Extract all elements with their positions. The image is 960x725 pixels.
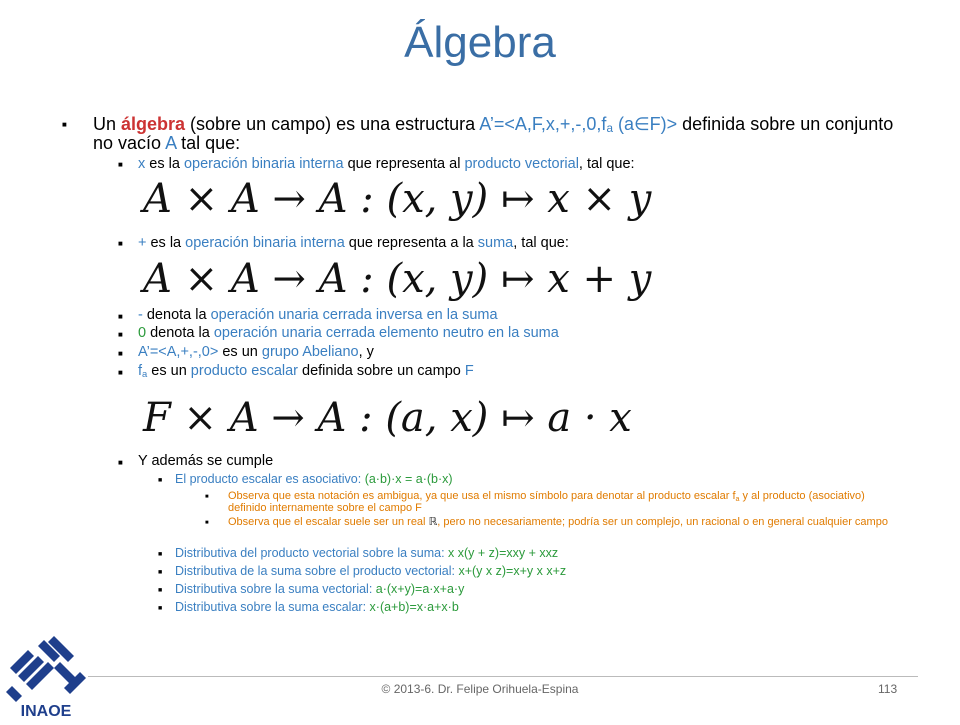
item-vector-product: x es la operación binaria interna que representa al producto vectorial, tal que: (138, 156, 635, 172)
item-associative: El producto escalar es asociativo: (a·b)·x = a·(b·x) (175, 472, 453, 486)
bullet-icon: ■ (158, 587, 163, 594)
intro-paragraph: Un álgebra (sobre un campo) es una estructura $A’=<A,F,x,+,-,0,f_a$ (a∈F)> definida sobre un conjunto no vacío A tal que: (93, 114, 894, 153)
item-distributive-4: Distributiva sobre la suma escalar: x·(a+b)=x·a+x·b (175, 600, 459, 614)
bullet-icon: ■ (118, 312, 123, 321)
page-number: 113 (878, 682, 898, 696)
note-scalar-field: Observa que el escalar suele ser un real ℝ, pero no necesariamente; podría ser un complejo, un racional o en general cualquier campo (228, 516, 888, 528)
item-distributive-3: Distributiva sobre la suma vectorial: a·(x+y)=a·x+a·y (175, 582, 465, 596)
item-distributive-2: Distributiva de la suma sobre el producto vectorial: x+(y x z)=x+y x x+z (175, 564, 567, 578)
bullet-icon: ■ (205, 520, 209, 526)
bullet-icon: ■ (118, 330, 123, 339)
bullet-icon: ■ (158, 569, 163, 576)
bullet-icon: ■ (118, 458, 123, 467)
bullet-icon: ■ (118, 239, 123, 248)
bullet-icon: ■ (158, 605, 163, 612)
item-scalar-product: $f_a$ es un producto escalar definida sobre un campo F (138, 363, 474, 379)
structure-def: $A’=<A,F,x,+,-,0,f_a$ (a∈F)> (479, 114, 678, 135)
item-abelian-group: A’=<A,+,-,0> es un grupo Abeliano, y (138, 344, 374, 360)
note-ambiguity: Observa que esta notación es ambigua, ya que usa el mismo símbolo para denotar al producto escalar $f_a$ y al producto (asociativo) definido internamente sobre el campo F (228, 490, 865, 514)
bullet-icon: ■ (118, 368, 123, 377)
formula-vector-product: A × A → A : (x, y) ↦ x × y (143, 176, 652, 222)
formula-scalar-product: F × A → A : (a, x) ↦ a · x (143, 395, 632, 441)
item-neutral: 0 denota la operación unaria cerrada elemento neutro en la suma (138, 325, 559, 341)
footer-copyright: © 2013-6. Dr. Felipe Orihuela-Espina (381, 682, 579, 696)
footer-divider (88, 676, 918, 677)
inaoe-logo-icon (4, 628, 88, 720)
formula-sum: A × A → A : (x, y) ↦ x + y (143, 256, 652, 302)
slide-title: Álgebra (404, 18, 556, 67)
svg-text:INAOE: INAOE (20, 703, 72, 720)
inaoe-logo (4, 628, 88, 720)
item-also: Y además se cumple (138, 453, 274, 469)
item-inverse: - denota la operación unaria cerrada inversa en la suma (138, 307, 498, 323)
bullet-icon: ■ (118, 349, 123, 358)
item-distributive-1: Distributiva del producto vectorial sobre la suma: x x(y + z)=xxy + xxz (175, 546, 559, 560)
item-sum: + es la operación binaria interna que representa a la suma, tal que: (138, 235, 569, 251)
bullet-icon: ■ (62, 120, 67, 129)
bullet-icon: ■ (158, 551, 163, 558)
bullet-icon: ■ (118, 160, 123, 169)
bullet-icon: ■ (205, 494, 209, 500)
bullet-icon: ■ (158, 477, 163, 484)
term-algebra: álgebra (121, 114, 186, 134)
